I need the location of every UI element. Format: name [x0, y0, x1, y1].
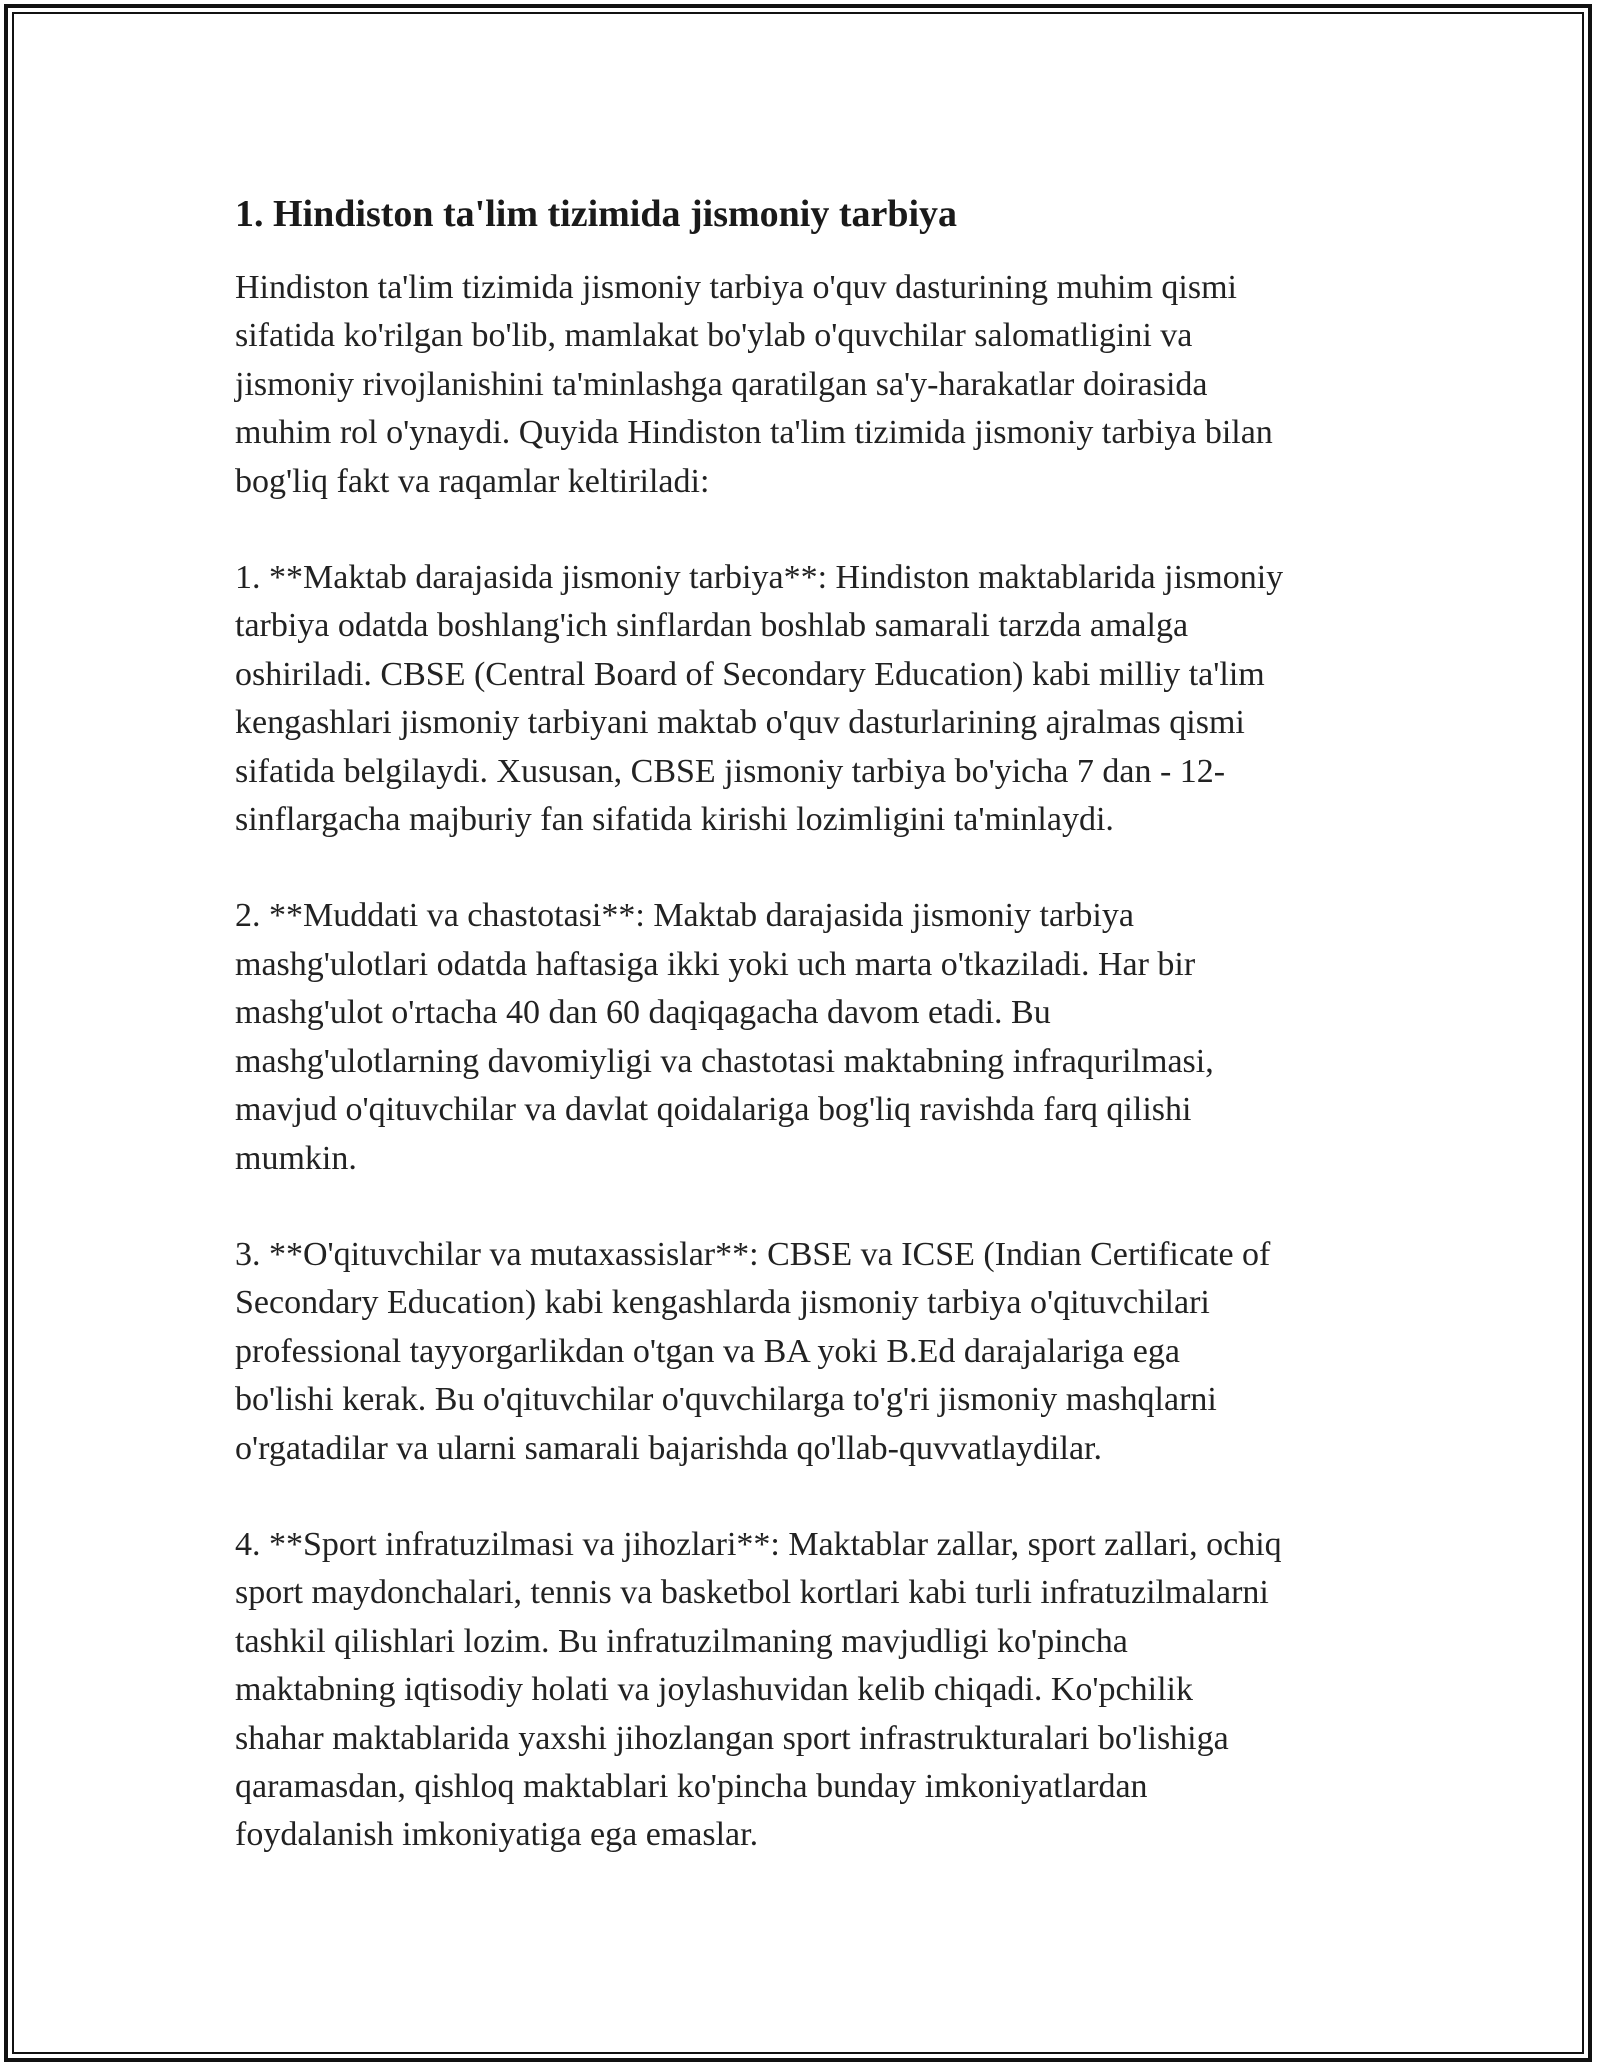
document-body [235, 186, 1385, 1908]
intro-paragraph: Hindiston ta'lim tizimida jismoniy tarbiya o'quv dasturining muhim qismi sifatida ko'rilgan bo'lib, mamlakat bo'ylab o'quvchilar salomatligini va jismoniy rivojlanishini ta'minlashga qaratilgan sa'y-harakatlar doirasida muhim rol o'ynaydi. Quyida Hindiston ta'lim tizimida jismoniy tarbiya bilan bog'liq fakt va raqamlar keltiriladi: [235, 269, 1273, 500]
document-title: 1. Hindiston ta'lim tizimida jismoniy tarbiya [235, 193, 958, 235]
paragraph-school-level: 1. **Maktab darajasida jismoniy tarbiya**: Hindiston maktablarida jismoniy tarbiya odatda boshlang'ich sinflardan boshlab samarali tarzda amalga oshiriladi. CBSE (Central Board of Secondary Education) kabi milliy ta'lim kengashlari jismoniy tarbiyani maktab o'quv dasturlarining ajralmas qismi sifatida belgilaydi. Xususan, CBSE jismoniy tarbiya bo'yicha 7 dan - 12- sinflargacha majburiy fan sifatida kirishi lozimligini ta'minlaydi. [235, 559, 1284, 839]
paragraph-teachers-specialists: 3. **O'qituvchilar va mutaxassislar**: CBSE va ICSE (Indian Certificate of Secondary Education) kabi kengashlarda jismoniy tarbiya o'qituvchilari professional tayyorgarlikdan o'tgan va BA yoki B.Ed darajalariga ega bo'lishi kerak. Bu o'qituvchilar o'quvchilarga to'g'ri jismoniy mashqlarni o'rgatadilar va ularni samarali bajarishda qo'llab-quvvatlaydilar. [235, 1235, 1271, 1467]
paragraph-sports-infrastructure: 4. **Sport infratuzilmasi va jihozlari**: Maktablar zallar, sport zallari, ochiq sport maydonchalari, tennis va basketbol kortlari kabi turli infratuzilmalarni tashkil qilishlari lozim. Bu infratuzilmaning mavjudligi ko'pincha maktabning iqtisodiy holati va joylashuvidan kelib chiqadi. Ko'pchilik shahar maktablarida yaxshi jihozlangan sport infrastrukturalari bo'lishiga qaramasdan, qishloq maktablari ko'pincha bunday imkoniyatlardan foydalanish imkoniyatiga ega emaslar. [235, 1525, 1282, 1854]
paragraph-duration-frequency: 2. **Muddati va chastotasi**: Maktab darajasida jismoniy tarbiya mashg'ulotlari odatda haftasiga ikki yoki uch marta o'tkaziladi. Har bir mashg'ulot o'rtacha 40 dan 60 daqiqagacha davom etadi. Bu mashg'ulotlarning davomiyligi va chastotasi maktabning infraqurilmasi, mavjud o'qituvchilar va davlat qoidalariga bog'liq ravishda farq qilishi mumkin. [235, 897, 1214, 1177]
